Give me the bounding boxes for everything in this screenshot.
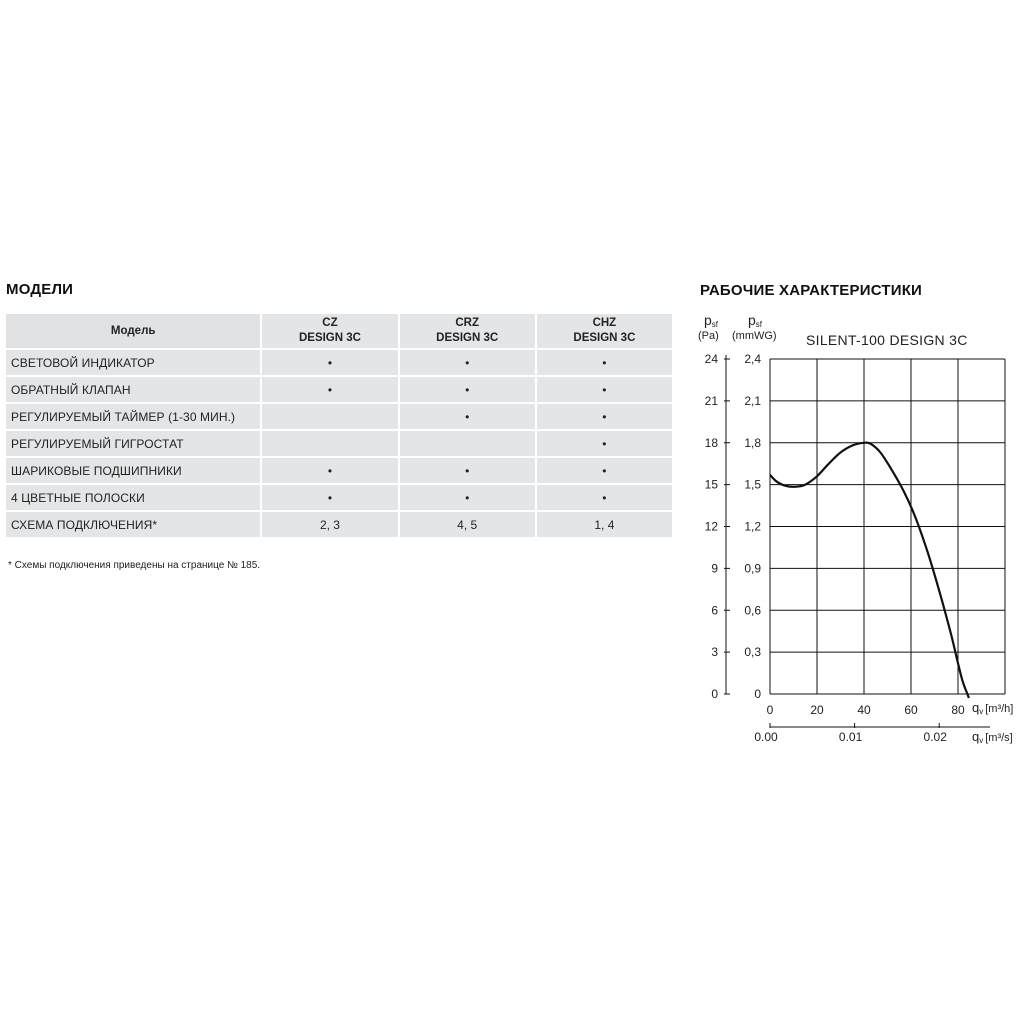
column-subname: DESIGN 3C bbox=[298, 332, 361, 344]
footnote: * Схемы подключения приведены на странице № 185. bbox=[8, 560, 261, 571]
y-label-mmwg bbox=[748, 312, 763, 329]
y-tick-pa: 0 bbox=[711, 687, 718, 701]
table-row bbox=[6, 404, 672, 429]
x-tick-m3s: 0.00 bbox=[754, 730, 778, 744]
chart-grid bbox=[770, 359, 1005, 694]
y-label-pa-unit: (Pa) bbox=[698, 330, 719, 342]
feature-value: 1, 4 bbox=[537, 512, 672, 537]
feature-value: • bbox=[400, 350, 535, 375]
feature-value: • bbox=[537, 458, 672, 483]
feature-value: • bbox=[400, 377, 535, 402]
feature-value bbox=[262, 404, 397, 429]
column-name: CZ bbox=[322, 317, 338, 329]
feature-value bbox=[262, 431, 397, 456]
x-label-m3h-symbol: q bbox=[972, 700, 980, 715]
feature-label: РЕГУЛИРУЕМЫЙ ТАЙМЕР (1-30 МИН.) bbox=[6, 404, 260, 429]
x-tick-m3h: 40 bbox=[857, 703, 871, 717]
y-tick-mmwg: 1,5 bbox=[744, 477, 761, 492]
y-tick-pa: 6 bbox=[711, 603, 718, 618]
feature-value bbox=[400, 431, 535, 456]
x-tick-m3h: 80 bbox=[951, 703, 965, 717]
x-tick-m3s: 0.01 bbox=[838, 730, 863, 744]
feature-label: СХЕМА ПОДКЛЮЧЕНИЯ* bbox=[6, 512, 260, 537]
x-label-m3s bbox=[972, 729, 1013, 745]
column-name: CHZ bbox=[592, 317, 617, 329]
models-table bbox=[4, 312, 674, 539]
feature-label: РЕГУЛИРУЕМЫЙ ГИГРОСТАТ bbox=[6, 431, 260, 456]
y-tick-pa: 24 bbox=[704, 352, 718, 366]
x-label-m3s-sub: v bbox=[979, 736, 984, 745]
table-row bbox=[6, 512, 672, 537]
table-row bbox=[6, 377, 672, 402]
y-tick-mmwg: 0,6 bbox=[744, 603, 761, 618]
table-row bbox=[6, 350, 672, 375]
feature-label: 4 ЦВЕТНЫЕ ПОЛОСКИ bbox=[6, 485, 260, 510]
x-tick-m3h: 60 bbox=[904, 703, 918, 717]
feature-value: • bbox=[262, 458, 397, 483]
performance-heading: РАБОЧИЕ ХАРАКТЕРИСТИКИ bbox=[700, 282, 923, 299]
y-tick-mmwg: 2,4 bbox=[744, 352, 761, 366]
feature-value: • bbox=[537, 350, 672, 375]
x-label-m3h-unit: [m³/h] bbox=[985, 703, 1014, 715]
table-row bbox=[6, 458, 672, 483]
y-label-pa-sub: sf bbox=[711, 320, 719, 329]
performance-curve bbox=[770, 443, 969, 698]
column-header-cz bbox=[262, 314, 397, 348]
chart-labels bbox=[698, 312, 1013, 745]
feature-value: • bbox=[400, 485, 535, 510]
models-heading: МОДЕЛИ bbox=[6, 281, 74, 298]
y-tick-mmwg: 0 bbox=[754, 687, 761, 701]
y-tick-pa: 15 bbox=[704, 477, 718, 492]
x-tick-m3h: 20 bbox=[810, 703, 824, 717]
y-label-mmwg-sub: sf bbox=[755, 320, 763, 329]
feature-value: • bbox=[262, 377, 397, 402]
feature-value: • bbox=[537, 485, 672, 510]
feature-value: 4, 5 bbox=[400, 512, 535, 537]
feature-value: • bbox=[262, 485, 397, 510]
y-label-pa-symbol: p bbox=[704, 312, 712, 328]
table-row bbox=[6, 431, 672, 456]
column-subname: DESIGN 3C bbox=[436, 332, 499, 344]
y-tick-mmwg: 0,9 bbox=[744, 561, 761, 576]
y-tick-pa: 12 bbox=[704, 519, 718, 534]
y-label-mmwg-symbol: p bbox=[748, 312, 756, 328]
feature-value: • bbox=[400, 458, 535, 483]
y-label-mmwg-unit: (mmWG) bbox=[732, 330, 777, 342]
feature-label: ОБРАТНЫЙ КЛАПАН bbox=[6, 377, 260, 402]
y-tick-pa: 18 bbox=[704, 435, 718, 450]
feature-value: 2, 3 bbox=[262, 512, 397, 537]
x-label-m3h-sub: v bbox=[979, 707, 984, 716]
x-tick-m3s: 0.02 bbox=[923, 730, 947, 744]
y-tick-pa: 9 bbox=[711, 561, 718, 576]
y-tick-mmwg: 1,8 bbox=[744, 435, 761, 450]
column-subname: DESIGN 3C bbox=[573, 332, 636, 344]
x-tick-m3h: 0 bbox=[766, 703, 774, 717]
feature-value: • bbox=[537, 431, 672, 456]
feature-value: • bbox=[262, 350, 397, 375]
table-row bbox=[6, 485, 672, 510]
y-tick-mmwg: 0,3 bbox=[744, 645, 761, 660]
chart-axes bbox=[724, 355, 990, 728]
feature-label: ШАРИКОВЫЕ ПОДШИПНИКИ bbox=[6, 458, 260, 483]
feature-value: • bbox=[537, 377, 672, 402]
x-label-m3h bbox=[972, 700, 1013, 716]
performance-chart bbox=[690, 300, 1024, 760]
y-tick-mmwg: 2,1 bbox=[744, 393, 761, 408]
column-header-crz bbox=[400, 314, 535, 348]
x-label-m3s-unit: [m³/s] bbox=[985, 732, 1013, 744]
column-header-chz bbox=[537, 314, 672, 348]
y-label-pa bbox=[704, 312, 719, 329]
x-label-m3s-symbol: q bbox=[972, 729, 980, 744]
model-header: Модель bbox=[6, 314, 260, 348]
table-header-row bbox=[6, 314, 672, 348]
feature-label: СВЕТОВОЙ ИНДИКАТОР bbox=[6, 350, 260, 375]
feature-value: • bbox=[537, 404, 672, 429]
y-tick-pa: 21 bbox=[704, 393, 718, 408]
column-name: CRZ bbox=[455, 317, 479, 329]
chart-title: SILENT-100 DESIGN 3C bbox=[806, 332, 968, 348]
y-tick-mmwg: 1,2 bbox=[744, 519, 761, 534]
y-tick-pa: 3 bbox=[711, 645, 718, 660]
feature-value: • bbox=[400, 404, 535, 429]
